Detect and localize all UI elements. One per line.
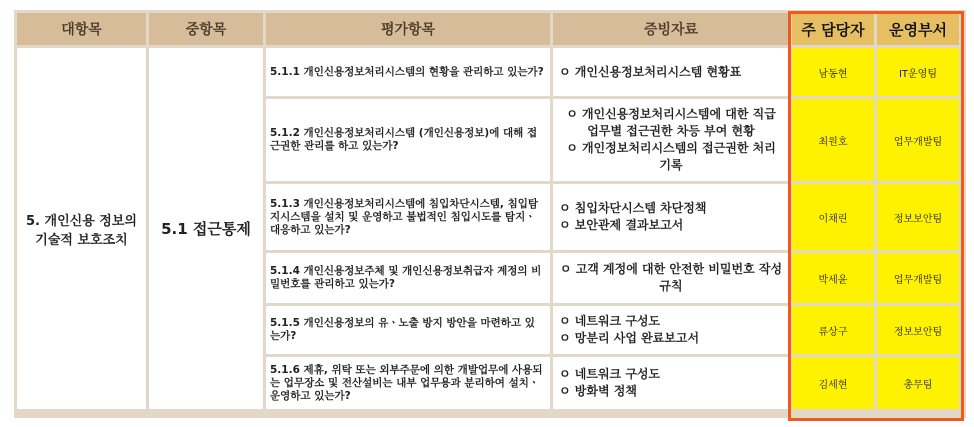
middle-category: 5.1 접근통제 — [149, 48, 263, 409]
header-major: 대항목 — [17, 13, 146, 45]
eval-item: 5.1.1 개인신용정보처리시스템의 현황을 관리하고 있는가? — [266, 48, 550, 96]
major-category — [17, 48, 146, 409]
evidence-line: ㅇ 개인신용정보처리시스템 현황표 — [559, 64, 742, 79]
evidence-line: ㅇ 개인신용정보처리시스템에 대한 직급 업무별 접근권한 차등 부여 현황 — [566, 107, 776, 138]
evidence-cell — [553, 253, 789, 303]
evidence-line: ㅇ 침입차단시스템 차단정책 — [559, 201, 707, 215]
evidence-line: ㅇ 네트워크 구성도 — [559, 314, 661, 328]
evidence-line: ㅇ 보안관제 결과보고서 — [559, 218, 684, 232]
evidence-line: ㅇ 고객 계정에 대한 안전한 비밀번호 작성규칙 — [559, 262, 783, 293]
evaluation-table — [14, 10, 962, 412]
header-dept: 운영부서 — [877, 13, 959, 45]
evidence-cell — [553, 184, 789, 250]
owner-cell: 류상구 — [792, 306, 874, 354]
eval-item: 5.1.6 제휴, 위탁 또는 외부주문에 의한 개발업무에 사용되는 업무장소 및 전산설비는 내부 업무용과 분리하여 설치ㆍ운영하고 있는가? — [266, 357, 550, 409]
header-middle: 중항목 — [149, 13, 263, 45]
table-row — [17, 48, 959, 96]
evidence-line: ㅇ 네트워크 구성도 — [559, 367, 661, 381]
dept-cell: 총무팀 — [877, 357, 959, 409]
header-row — [17, 13, 959, 45]
evidence-line: ㅇ 망분리 사업 완료보고서 — [559, 331, 700, 345]
dept-cell: 정보보안팀 — [877, 184, 959, 250]
eval-item: 5.1.5 개인신용정보의 유ㆍ노출 방지 방안을 마련하고 있는가? — [266, 306, 550, 354]
owner-cell: 이채린 — [792, 184, 874, 250]
owner-cell: 박세윤 — [792, 253, 874, 303]
eval-item: 5.1.2 개인신용정보처리시스템 (개인신용정보)에 대해 접근권한 관리를 하고 있는가? — [266, 99, 550, 181]
evidence-cell — [553, 357, 789, 409]
owner-cell: 남동현 — [792, 48, 874, 96]
evidence-cell — [553, 99, 789, 181]
evidence-line: ㅇ 개인정보처리시스템의 접근권한 처리 기록 — [566, 141, 776, 172]
dept-cell: 정보보안팀 — [877, 306, 959, 354]
owner-cell: 김세현 — [792, 357, 874, 409]
major-category-text: 5. 개인신용 정보의 기술적 보호조치 — [26, 213, 137, 248]
dept-cell: IT운영팀 — [877, 48, 959, 96]
header-owner: 주 담당자 — [792, 13, 874, 45]
header-eval: 평가항목 — [266, 13, 550, 45]
evidence-line: ㅇ 방화벽 정책 — [559, 384, 637, 398]
eval-item: 5.1.4 개인신용정보주체 및 개인신용정보취급자 계정의 비밀번호를 관리하고 있는가? — [266, 253, 550, 303]
dept-cell: 업무개발팀 — [877, 99, 959, 181]
evidence-cell — [553, 306, 789, 354]
evidence-cell — [553, 48, 789, 96]
owner-cell: 최원호 — [792, 99, 874, 181]
header-evidence: 증빙자료 — [553, 13, 789, 45]
eval-item: 5.1.3 개인신용정보처리시스템에 침입차단시스템, 침입탐지시스템을 설치 및 운영하고 불법적인 침입시도를 탐지ㆍ대응하고 있는가? — [266, 184, 550, 250]
dept-cell: 업무개발팀 — [877, 253, 959, 303]
